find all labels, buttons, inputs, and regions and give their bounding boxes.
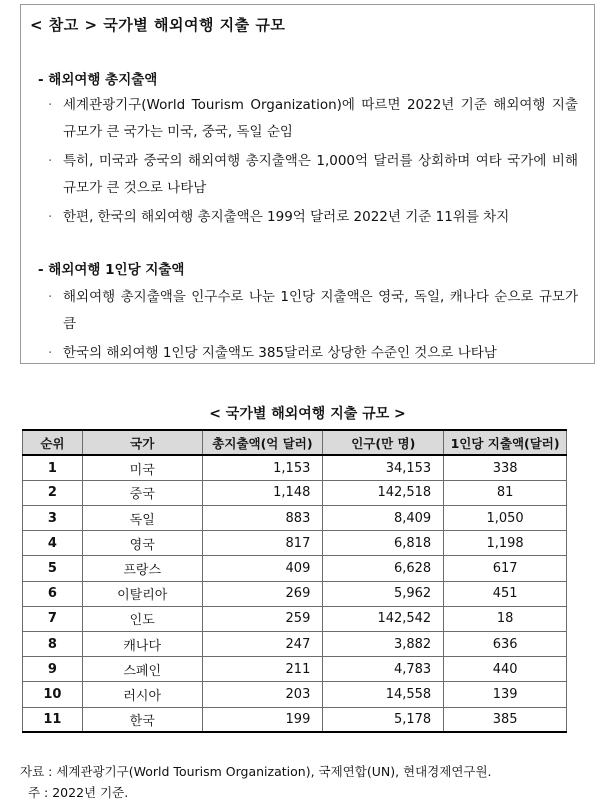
per-capita-cell: 440 — [444, 657, 567, 682]
total-spending-cell: 269 — [202, 581, 323, 606]
bullet-dot-icon: · — [48, 97, 53, 113]
country-cell: 미국 — [82, 455, 202, 480]
column-header-country: 국가 — [82, 430, 202, 455]
per-capita-cell: 1,050 — [444, 506, 567, 531]
total-spending-cell: 817 — [202, 531, 323, 556]
rank-cell: 11 — [23, 707, 83, 732]
country-cell: 러시아 — [82, 682, 202, 707]
column-header-population: 인구(만 명) — [323, 430, 444, 455]
section-heading-total-spending: - 해외여행 총지출액 — [38, 72, 158, 88]
per-capita-cell: 617 — [444, 556, 567, 581]
population-cell: 4,783 — [323, 657, 444, 682]
rank-cell: 9 — [23, 657, 83, 682]
total-spending-cell: 409 — [202, 556, 323, 581]
per-capita-cell: 81 — [444, 480, 567, 505]
per-capita-cell: 451 — [444, 581, 567, 606]
country-cell: 스페인 — [82, 657, 202, 682]
rank-cell: 7 — [23, 606, 83, 631]
per-capita-cell: 1,198 — [444, 531, 567, 556]
bullet-item — [48, 204, 578, 231]
bullet-dot-icon: · — [48, 209, 53, 225]
per-capita-cell: 636 — [444, 632, 567, 657]
table-row — [23, 632, 567, 657]
bullet-text: 특히, 미국과 중국의 해외여행 총지출액은 1,000억 달러를 상회하며 여타 국가에 비해 규모가 큰 것으로 나타남 — [63, 153, 578, 196]
country-cell: 중국 — [82, 480, 202, 505]
bullet-text: 한편, 한국의 해외여행 총지출액은 199억 달러로 2022년 기준 11위를 차지 — [63, 209, 510, 225]
country-cell: 이탈리아 — [82, 581, 202, 606]
total-spending-cell: 259 — [202, 606, 323, 631]
bullet-dot-icon: · — [48, 289, 53, 305]
total-spending-cell: 199 — [202, 707, 323, 732]
population-cell: 5,962 — [323, 581, 444, 606]
column-header-per-capita: 1인당 지출액(달러) — [444, 430, 567, 455]
country-cell: 캐나다 — [82, 632, 202, 657]
column-header-total-spending: 총지출액(억 달러) — [202, 430, 323, 455]
total-spending-cell: 247 — [202, 632, 323, 657]
bullet-item — [48, 92, 578, 146]
population-cell: 5,178 — [323, 707, 444, 732]
total-spending-cell: 203 — [202, 682, 323, 707]
rank-cell: 10 — [23, 682, 83, 707]
table-row — [23, 531, 567, 556]
table-row — [23, 707, 567, 732]
bullet-item — [48, 148, 578, 202]
spending-table — [22, 429, 567, 733]
bullet-text: 한국의 해외여행 1인당 지출액도 385달러로 상당한 수준인 것으로 나타남 — [63, 345, 497, 361]
table-row — [23, 556, 567, 581]
per-capita-cell: 18 — [444, 606, 567, 631]
population-cell: 142,518 — [323, 480, 444, 505]
rank-cell: 8 — [23, 632, 83, 657]
rank-cell: 1 — [23, 455, 83, 480]
table-row — [23, 480, 567, 505]
bullet-item — [48, 284, 578, 338]
table-row — [23, 506, 567, 531]
country-cell: 한국 — [82, 707, 202, 732]
rank-cell: 5 — [23, 556, 83, 581]
rank-cell: 6 — [23, 581, 83, 606]
country-cell: 영국 — [82, 531, 202, 556]
population-cell: 8,409 — [323, 506, 444, 531]
country-cell: 독일 — [82, 506, 202, 531]
rank-cell: 3 — [23, 506, 83, 531]
table-header-row — [23, 430, 567, 455]
bullet-dot-icon: · — [48, 345, 53, 361]
bullet-text: 해외여행 총지출액을 인구수로 나눈 1인당 지출액은 영국, 독일, 캐나다 순으로 규모가 큼 — [63, 289, 578, 332]
population-cell: 6,818 — [323, 531, 444, 556]
total-spending-cell: 1,153 — [202, 455, 323, 480]
bullet-item — [48, 340, 578, 367]
per-capita-cell: 139 — [444, 682, 567, 707]
section-heading-per-capita: - 해외여행 1인당 지출액 — [38, 262, 185, 278]
table-row — [23, 657, 567, 682]
per-capita-cell: 338 — [444, 455, 567, 480]
footnote: 주 : 2022년 기준. — [28, 785, 129, 800]
table-title: < 국가별 해외여행 지출 규모 > — [209, 406, 406, 422]
population-cell: 14,558 — [323, 682, 444, 707]
total-spending-cell: 883 — [202, 506, 323, 531]
rank-cell: 2 — [23, 480, 83, 505]
bullet-text: 세계관광기구(World Tourism Organization)에 따르면 2022년 기준 해외여행 지출 규모가 큰 국가는 미국, 중국, 독일 순임 — [63, 97, 578, 140]
table-row — [23, 581, 567, 606]
bullet-dot-icon: · — [48, 153, 53, 169]
column-header-rank: 순위 — [23, 430, 83, 455]
country-cell: 프랑스 — [82, 556, 202, 581]
total-spending-cell: 211 — [202, 657, 323, 682]
total-spending-cell: 1,148 — [202, 480, 323, 505]
population-cell: 34,153 — [323, 455, 444, 480]
population-cell: 142,542 — [323, 606, 444, 631]
rank-cell: 4 — [23, 531, 83, 556]
table-row — [23, 606, 567, 631]
table-row — [23, 455, 567, 480]
table-row — [23, 682, 567, 707]
population-cell: 3,882 — [323, 632, 444, 657]
per-capita-cell: 385 — [444, 707, 567, 732]
reference-title: < 참고 > 국가별 해외여행 지출 규모 — [30, 16, 286, 34]
population-cell: 6,628 — [323, 556, 444, 581]
country-cell: 인도 — [82, 606, 202, 631]
source-note: 자료 : 세계관광기구(World Tourism Organization), 국제연합(UN), 현대경제연구원. — [20, 764, 492, 779]
